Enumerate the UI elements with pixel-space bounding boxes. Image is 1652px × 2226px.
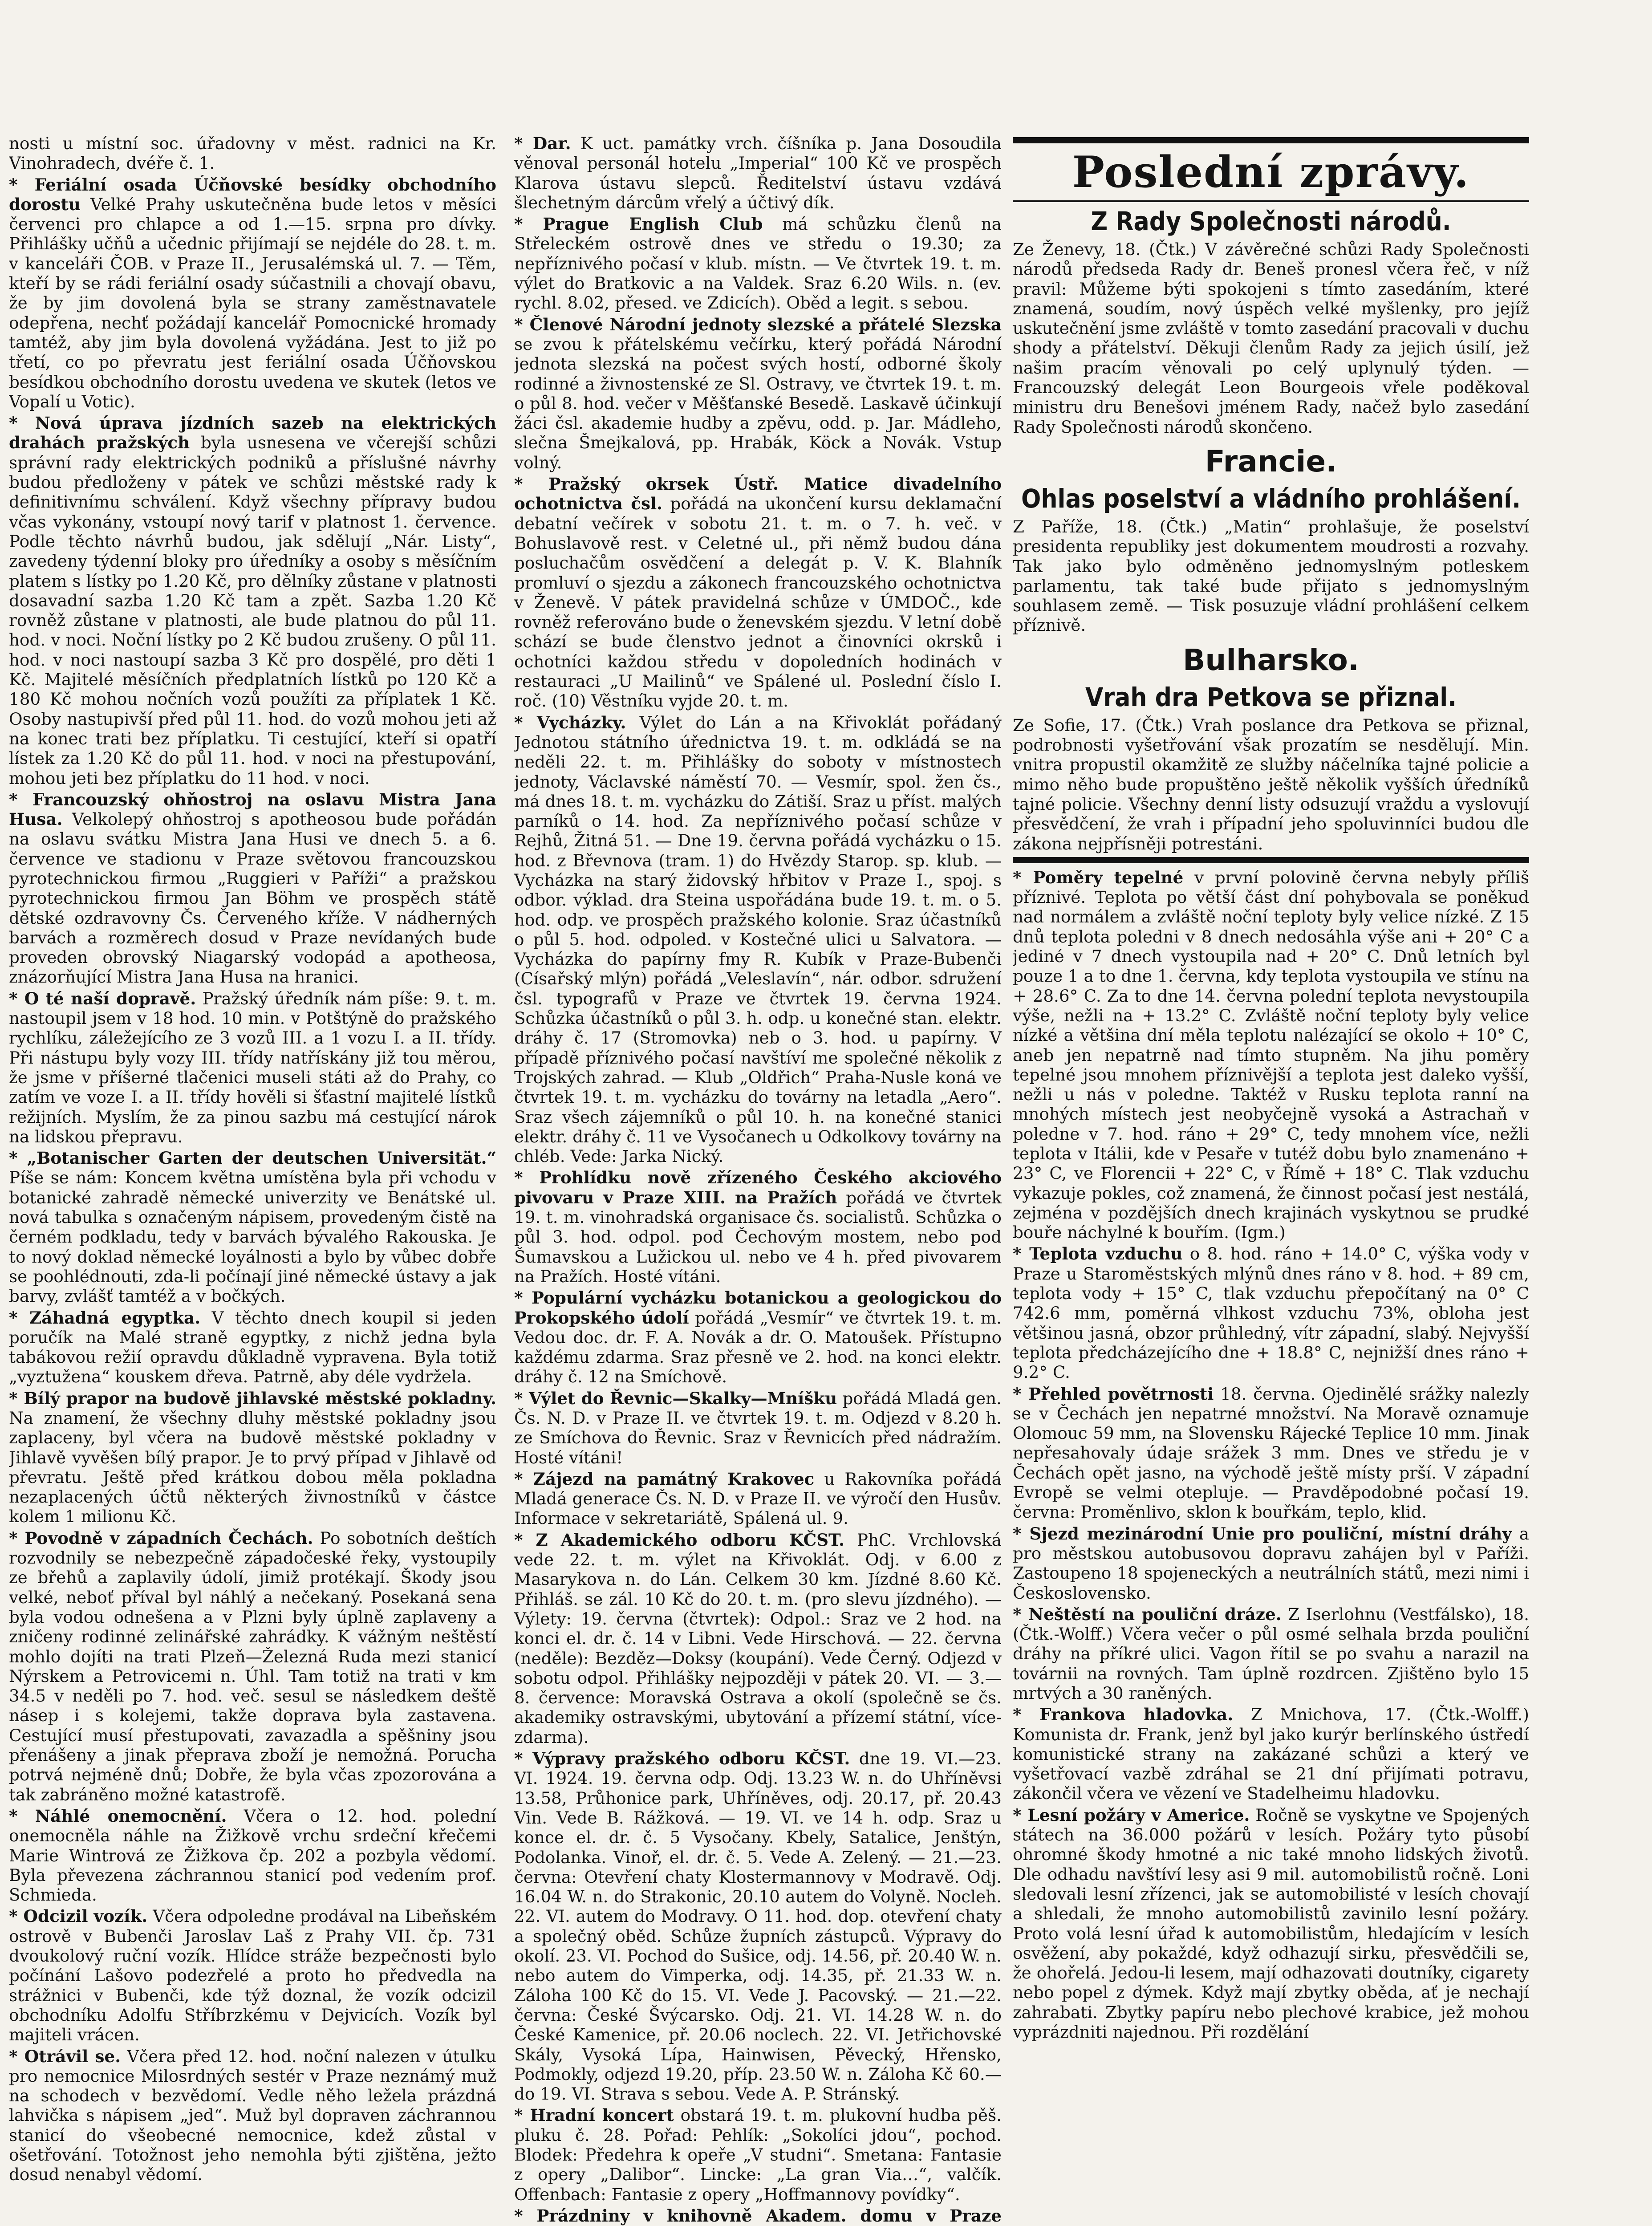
news-item-text: se zvou k přátelskému večírku, který pořádá Národní jednota slezská na počest svých hostí, odborné školy rodinné a živnostenské ze Sl. Ostravy, ve čtvrtek 19. t. m. o půl 8. hod. večer v Měšťanské Besedě. Laskavě účinkují žáci čsl. akademie hudby a zpěvu, odd. p. Jar. Mádleho, slečna Šmejkalová, pp. Hrabák, Köck a Novák. Vstup volný. xyxy=(514,334,1002,472)
news-item-heading: * Frankova hladovka. xyxy=(1013,1705,1233,1724)
news-item xyxy=(9,1308,496,1387)
news-item xyxy=(1013,1705,1529,1803)
news-item-text: v první polovině června nebyly příliš příznivé. Teplota po větší část dní pohybovala se poněkud nad normálem a zvláště noční teploty byly velice nízké. Z 15 dnů teplota poledni v 8 dnech nedosáhla výše ani + 20° C a jediné v 7 dnech vystoupila nad + 20° C. Dnů letních byl pouze 1 a to dne 1. června, kdy teplota vystoupila ve stínu na + 28.6° C. Za to dne 14. června polední teplota nevystoupila výše, nežli na + 13.2° C. Zvláště noční teploty byly velice nízké a většina dní měla teplotu nalézající se okolo + 10° C, aneb jen nepatrně nad tímto stupněm. Na jihu poměry tepelné jsou mnohem příznivější a teplota jest daleko vyšší, nežli u nás v poledne. Taktéž v Rusku teplota ranní na mnohých místech jest neobyčejně vysoká a Astrachaň v poledne v 7. hod. ráno + 29° C, tedy mnohem více, nežli teplota v Itálii, kde v Pesaře v tutéž dobu bylo znamenáno + 23° C, ve Florencii + 22° C, v Římě + 18° C. Tlak vzduchu vykazuje pokles, což znamená, že činnost počasí jest nestálá, zejména v pozdějších dnech krajinách vyskytnou se prudké bouře náchylné k bouřím. (Igm.) xyxy=(1013,867,1529,1243)
news-item-text: Ročně se vyskytne ve Spojených státech na 36.000 požárů v lesích. Požáry tyto působí ohromné škody hmotné a nic také mnoho lidských životů. Dle odhadu navštíví lesy asi 9 mil. automobilistů ročně. Loni sledovali lesní zřízenci, jak se automobilisté v lesích chovají a shledali, že mnoho automobilistů zavinilo lesní požáry. Proto volá lesní úřad k automobilistům, hledajícím v lesích osvěžení, aby pokaždé, když odhazují sirku, přesvědčili se, že ohořelá. Jedou-li lesem, mají odhazovati doutníky, cigarety nebo popel z dýmek. Když mají zbytky oběda, ať je nechají zahrabati. Zbytky papíru nebo plechové krabice, jež mohou vyprázdniti najednou. Při rozdělání xyxy=(1013,1805,1529,2042)
news-item xyxy=(9,134,496,173)
news-item-heading: * Teplota vzduchu xyxy=(1013,1244,1182,1263)
news-item-text: K uct. památky vrch. číšníka p. Jana Dosoudila věnoval personál hotelu „Imperial“ 100 Kč ve prospěch Klarova ústavu slepců. Ředitelství ústavu vzdává šlechetným dárcům vřelý a účtivý dík. xyxy=(514,134,1002,212)
news-item-heading: * Záhadná egyptka. xyxy=(9,1308,200,1328)
latest-news-body xyxy=(1013,206,1529,2042)
news-item-heading: * Francouzský ohňostroj na oslavu Mistra Jana Husa. xyxy=(9,790,496,829)
news-item-text: Z Mnichova, 17. (Čtk.-Wolff.) Komunista dr. Frank, jenž byl jako kurýr berlínského ústředí komunistické strany na zakázané schůzi a který ve vyšetřovací vazbě zdráhal se 21 dní přijímati potravu, zákončil včera ve vězení ve Stadelheimu hladovku. xyxy=(1013,1705,1529,1804)
news-item xyxy=(514,1530,1002,1747)
news-item xyxy=(514,134,1002,212)
news-item xyxy=(9,989,496,1146)
news-item-text: a pro městskou autobusovou dopravu zahájen byl v Paříži. Zastoupeno 18 spojeneckých a neutrálních států, mezi nimi i Československo. xyxy=(1013,1523,1529,1603)
news-item-text: PhC. Vrchlovská vede 22. t. m. výlet na Křivoklát. Odj. v 6.00 z Masarykova n. do Lán. Celkem 30 km. Jízdné 8.60 Kč. Přihláš. se zál. 10 Kč do 20. t. m. (pro slevu jízdného). — Výlety: 19. června (čtvrtek): Odpol.: Sraz ve 2 hod. na konci el. dr. č. 14 v Libni. Vede Hirschová. — 22. června (neděle): Bezděz—Doksy (koupání). Vede Černý. Odjezd v sobotu odpol. Přihlášky nejpozději v pátek 20. VI. — 3.—8. července: Moravská Ostrava a okolí (společně se čs. akademiky ostravskými, ubytování a přízemí státní, více-zdarma). xyxy=(514,1530,1002,1747)
news-item-text: Výlet do Lán a na Křivoklát pořádaný Jednotou státního úřednictva 19. t. m. odkládá se na neděli 22. t. m. Přihlášky do soboty v místnostech jednoty, Václavské náměstí 70. — Vesmír, spol. žen čs., má dnes 18. t. m. vycházku do Zátiší. Sraz u příst. malých parníků o 14. hod. Za nepříznivého počasí schůze v Rejhů, Žitná 51. — Dne 19. června pořádá vycházku o 15. hod. z Břevnova (tram. 1) do Hvězdy Starop. sp. klub. — Vycházka na starý židovský hřbitov v Praze I., spoj. s odbor. výklad. dra Steina uspořádána bude 19. t. m. o 5. hod. odp. ve prospěch pražského kolonie. Sraz účastníků o půl 5. hod. odpoled. v Kostečné ulici u Salvatora. — Vycházka do papírny fmy R. Kubík v Praze-Bubenči (Císařský mlýn) pořádá „Veleslavín“, nár. odbor. sdružení čsl. typografů v Praze ve čtvrtek 19. června 1924. Schůzka účastníků o půl 3. h. odp. u konečné stan. elektr. dráhy č. 17 (Stromovka) neb o 3. hod. u papírny. V případě příznivého počasí navštíví me společné několik z Trojských zahrad. — Klub „Oldřich“ Praha-Nusle koná ve čtvrtek 19. t. m. vycházku do továrny na letadla „Aero“. Sraz všech zájemníků o půl 10. h. na konečné stanici elektr. dráhy č. 11 ve Vysočanech u Odkolkovy továrny na chléb. Vede: Jarka Nický. xyxy=(514,712,1002,1166)
news-item-heading: * Výlet do Řevnic—Skalky—Mníšku xyxy=(514,1389,837,1408)
news-item-heading: * Neštěstí na pouliční dráze. xyxy=(1013,1605,1282,1624)
news-item-heading: * Lesní požáry v Americe. xyxy=(1013,1805,1250,1825)
news-item xyxy=(514,214,1002,313)
news-item xyxy=(514,315,1002,472)
news-item-text: Včera o 12. hod. polední onemocněla náhle na Žižkově vrchu srdeční křečemi Marie Wintrová ze Žižkova čp. 202 a pozbyla vědomí. Byla převezena záchrannou stanicí pod vedením prof. Schmieda. xyxy=(9,1806,496,1905)
news-item xyxy=(1013,1524,1529,1603)
country-heading: Bulharsko. xyxy=(1183,642,1359,677)
news-item-text: 18. června. Ojedinělé srážky nalezly se v Čechách jen nepatrné množství. Na Moravě oznamuje Olomouc 59 mm, na Slovensku Rájecké Teplice 10 mm. Jinak nepřesahovaly údaje srážek 3 mm. Dnes ve středu je v Čechách opět jasno, na východě ještě místy prší. V západní Evropě se velmi otepluje. — Pravděpodobné počasí 19. června: Proměnlivo, sklon k bouřkám, teplo, klid. xyxy=(1013,1384,1529,1522)
news-item-heading: * Náhlé onemocnění. xyxy=(9,1806,227,1826)
news-item xyxy=(9,1528,496,1804)
news-item-text: nosti u místní soc. úřadovny v měst. radnici na Kr. Vinohradech, dvéře č. 1. xyxy=(9,134,496,173)
section-banner-title: Poslední zprávy. xyxy=(1072,147,1470,197)
news-item xyxy=(1013,1384,1529,1522)
news-item-heading: * Odcizil vozík. xyxy=(9,1906,147,1926)
telegraph-report: Z Paříže, 18. (Čtk.) „Matin“ prohlašuje, že poselství presidenta republiky jest dokumentem moudrosti a rozvahy. Tak jako bylo odměněno jednomyslným potleskem parlamentu, tak také bude přijato s jednomyslným souhlasem země. — Tisk posuzuje vládní prohlášení celkem příznivě. xyxy=(1013,516,1529,635)
news-item-heading: * Prohlídku nově zřízeného Českého akciového pivovaru v Praze XIII. na Pražích xyxy=(514,1168,1002,1207)
news-item-heading: * Prázdniny v knihovně Akadem. domu v Praze xyxy=(514,2206,1002,2226)
banner-rule xyxy=(1013,200,1529,202)
top-rule xyxy=(1013,137,1529,143)
news-item xyxy=(9,1389,496,1527)
news-item xyxy=(514,2105,1002,2204)
news-item-heading: * Otrávil se. xyxy=(9,2047,121,2066)
news-item-heading: * Pražský okrsek Ústř. Matice divadelního ochotnictva čsl. xyxy=(514,474,1002,513)
news-item-text: byla usnesena ve včerejší schůzi správní rady elektrických podniků a příslušné návrhy budou předloženy v pátek ve schůzi městské rady k definitivnímu schválení. Když všechny přípravy budou včas vykonány, vstoupí nový tarif v platnost 1. července. Podle těchto návrhů budou, jak sdělují „Nár. Listy“, zavedeny týdenní bloky pro úředníky a osoby s měsíčním platem s lístky po 1.20 Kč, pro dělníky zůstane v platnosti dosavadní sazba 1.20 Kč tam a zpět. Sazba 1.20 Kč rovněž zůstane v platnosti, ale bude platnou do půl 11. hod. v noci. Noční lístky po 2 Kč budou zrušeny. O půl 11. hod. v noci nastoupí sazba 3 Kč pro dospělé, pro děti 1 Kč. Majitelé měsíčních předplatních lístků po 120 Kč a 180 Kč mohou nočních vozů použíti za příplatek 1 Kč. Osoby nastupivší před půl 11. hod. do vozů mohou jeti až na konec trati bez příplatku. Ti cestující, kteří si opatří lístek za 1.20 Kč do půl 11. hod. v noci na přestupování, mohou jeti bez příplatku do 11 hod. v noci. xyxy=(9,433,496,788)
news-item xyxy=(514,1469,1002,1528)
news-item-heading: * Nová úprava jízdních sazeb na elektrických drahách pražských xyxy=(9,413,496,452)
news-item xyxy=(9,413,496,788)
news-item-heading: * Bílý prapor na budově jihlavské městské pokladny. xyxy=(9,1389,496,1408)
news-item-heading: * Přehled povětrnosti xyxy=(1013,1384,1214,1404)
news-item-heading: * Sjezd mezinárodní Unie pro pouliční, místní dráhy xyxy=(1013,1524,1512,1544)
news-item-heading: * Členové Národní jednoty slezské a přátelé Slezska xyxy=(514,315,1002,334)
telegraph-report: Ze Sofie, 17. (Čtk.) Vrah poslance dra Petkova se přiznal, podrobnosti vyšetřování však prozatím se nesdělují. Min. vnitra propustil okamžitě ze služby náčelníka tajné policie a mimo něho bude propuštěno ještě několik vyšších úředníků tajné policie. Všechny denní listy odsuzují vraždu a vyslovují přesvědčení, že vrah i případní jeho spoluvinníci budou dle zákona nejpřísněji potrestáni. xyxy=(1013,715,1529,853)
news-item-text: V těchto dnech koupil si jeden poručík na Malé straně egyptky, z nichž jedna byla tabákovou režií opravdu důkladně vypravena. Byla totiž „vyztužena“ kouskem dřeva. Patrně, aby déle vydržela. xyxy=(9,1308,496,1387)
news-item xyxy=(514,1288,1002,1386)
news-item xyxy=(9,2047,496,2185)
news-item xyxy=(514,1389,1002,1467)
news-item-text: dne 19. VI.—23. VI. 1924. 19. června odp. Odj. 13.23 W. n. do Uhříněvsi 13.58, Průhonice park, Uhříněves, odj. 20.17, př. 20.43 Vin. Vede B. Rážková. — 19. VI. ve 14 h. odp. Sraz u konce el. dr. č. 5 Vysočany. Kbely, Satalice, Jenštýn, Podolanka. Vinoř, el. dr. č. 5. Vede A. Zelený. — 21.—23. června: Otevření chaty Klostermannovy v Modravě. Odj. 16.04 W. n. do Strakonic, 20.10 autem do Volyně. Nocleh. 22. VI. autem do Modravy. O 11. hod. dop. otevření chaty a společný oběd. Schůze župních zástupců. Výpravy do okolí. 23. VI. Pochod do Sušice, odj. 14.56, př. 20.40 W. n. nebo autem do Vimperka, odj. 14.35, př. 21.33 W. n. Záloha 100 Kč do 15. VI. Vede J. Pacovský. — 21.—22. června: České Švýcarsko. Odj. 21. VI. 14.28 W. n. do České Kamenice, př. 20.06 noclech. 22. VI. Jetřichovské Skály, Vysoká Lípa, Hainwisen, Pěvecký, Hřensko, Podmokly, odjezd 19.20, příp. 23.50 W. n. Záloha Kč 60.— do 19. VI. Strava s sebou. Vede A. P. Stránský. xyxy=(514,1749,1002,2104)
news-item xyxy=(514,1168,1002,1286)
news-item-text: u Rakovníka pořádá Mladá generace Čs. N. D. v Praze II. ve výročí den Husův. Informace v sekretariátě, Spálená ul. 9. xyxy=(514,1469,1002,1528)
news-item-text: pořádá ve čtvrtek 19. t. m. vinohradská organisace čs. socialistů. Schůzka o půl 3. hod. odpol. pod Čechovým mostem, nebo pod Šumavskou a Lužickou ul. nebo ve 4 h. před pivovarem na Pražích. Hosté vítáni. xyxy=(514,1187,1002,1286)
news-item xyxy=(9,1806,496,1905)
column-left xyxy=(9,134,496,2186)
news-item xyxy=(9,175,496,412)
news-subheading: Z Rady Společnosti národů. xyxy=(1091,206,1451,236)
news-item-text: Pražský úředník nám píše: 9. t. m. nastoupil jsem v 18 hod. 10 min. v Potštýně do pražského rychlíku, záležejícího ze 3 vozů III. a 1 vozu I. a II. třídy. Při nástupu byly vozy III. třídy natřískány již tou měrou, že jsme v příšerné tlačenici museli státi až do Prahy, co zatím ve voze I. a II. třídy hověli si šťastní majitelé lístků režijních. Myslím, že za pinou sazbu má cestující nárok na lidskou přepravu. xyxy=(9,988,496,1146)
news-item xyxy=(1013,1605,1529,1703)
column-middle xyxy=(514,134,1002,2226)
news-item-heading: * Zájezd na památný Krakovec xyxy=(514,1469,814,1489)
telegraph-report: Ze Ženevy, 18. (Čtk.) V závěrečné schůzi Rady Společnosti národů předseda Rady dr. Beneš pronesl včera řeč, v níž pravil: Můžeme býti spokojeni s tímto zasedáním, které znamená, soudím, nový úspěch velké myšlenky, pro jejíž uskutečnění jsme zvláště v tomto zasedání pracovali v duchu shody a přátelství. Děkuji členům Rady za jejich úsilí, jež našim pracím věnovali po celý uplynulý týden. — Francouzský delegát Leon Bourgeois vřele poděkoval ministru dru Benešovi jménem Rady, načež bylo zasedání Rady Společnosti národů skončeno. xyxy=(1013,240,1529,437)
news-item xyxy=(514,1749,1002,2104)
news-item xyxy=(1013,1805,1529,2042)
news-item-heading: * Hradní koncert xyxy=(514,2105,674,2125)
news-item xyxy=(9,1906,496,2044)
news-item-text: Včera odpoledne prodával na Libeňském ostrově v Bubenči Jaroslav Laš z Prahy VII. čp. 731 dvoukolový ruční vozík. Hlídce stráže bezpečnosti bylo počínání Lašovo podezřelé a proto ho předvedla na strážnici v Bubenči, kde týž doznal, že vozík odcizil obchodníku Adolfu Stříbrzkému v Dejvicích. Vozík byl majiteli vrácen. xyxy=(9,1906,496,2045)
news-item-heading: * „Botanischer Garten der deutschen Universität.“ xyxy=(9,1148,496,1168)
news-item-text: Velké Prahy uskutečněna bude letos v měsíci červenci pro chlapce a od 1.—15. srpna pro dívky. Přihlášky učňů a učednic přijímají se nejdéle do 28. t. m. v kanceláři ČOB. v Praze II., Jerusalémská ul. 7. — Těm, kteří by se rádi feriální osady súčastnili a chovají obavu, že by jim dovolená byla se strany zaměstnavatele odepřena, nechť požádají kancelář Pomocnické hromady tamtéž, aby jim byla dovolená vyžádána. Jest to již po třetí, co po převratu jest feriální osada Účňovskou besídkou obchodního dorostu uvedena ve skutek (letos ve Vopalí u Votic). xyxy=(9,194,496,411)
column-right xyxy=(1013,134,1529,2043)
news-item-heading: * Z Akademického odboru KČST. xyxy=(514,1530,844,1550)
news-item xyxy=(514,713,1002,1166)
news-item-text: Na znamení, že všechny dluhy městské pokladny jsou zaplaceny, byl včera na budově městské pokladny v Jihlavě vyvěšen bílý prapor. Je to prvý případ v Jihlavě od převratu. Ještě před krátkou dobou měla pokladna nezaplacených účtů některých živnostníků v částce kolem 1 milionu Kč. xyxy=(9,1408,496,1527)
news-item-heading: * Prague English Club xyxy=(514,214,763,234)
news-item-text: Z Iserlohnu (Vestfálsko), 18. (Čtk.-Wolff.) Včera večer o půl osmé selhala brzda pouliční dráhy na příkré ulici. Vagon řítil se po svahu a narazil na továrnii na rovných. Tam úplně rozdrcen. Zjištěno bylo 15 mrtvých a 30 raněných. xyxy=(1013,1604,1529,1703)
news-subheading: Vrah dra Petkova se přiznal. xyxy=(1085,682,1457,712)
country-heading: Francie. xyxy=(1205,444,1337,479)
news-item xyxy=(1013,868,1529,1243)
section-divider xyxy=(1013,857,1529,863)
news-item-text: Velkolepý ohňostroj s apotheosou bude pořádán na oslavu svátku Mistra Jana Husi ve dnech 5. a 6. července ve stadionu v Praze světovou francouzskou pyrotechnickou firmou „Ruggieri v Paříži“ a pražskou pyrotechnickou firmou Jan Böhm ve prospěch státě dětské ozdravovny Čs. Červeného kříže. V nádherných barvách a rozměrech dosud v Praze nevídaných bude proveden obrovský Niagarský vodopád a apotheosa, znázorňující Mistra Jana Husa na hranici. xyxy=(9,809,496,987)
news-item-text: o 8. hod. ráno + 14.0° C, výška vody v Praze u Staroměstských mlýnů dnes ráno v 8. hod. + 89 cm, teplota vody + 15° C, tlak vzduchu přepočítaný na 0° C 742.6 mm, poměrná vlhkost vzduchu 73%, obloha jest většinou jasná, obzor průhledný, vítr západní, slabý. Nejvyšší teplota předcházejícího dne + 18.8° C, nejnižší dnes ráno + 9.2° C. xyxy=(1013,1244,1529,1382)
news-item-text: Po sobotních deštích rozvodnily se nebezpečně západočeské řeky, vystoupily ze břehů a zaplavily údolí, jimiž protékají. Škody jsou velké, neboť příval byl náhlý a nečekaný. Posekaná sena byla vodou odnešena a v Plzni byly úplně zaplaveny a zničeny rodinné zelinářské zahrádky. K vážným neštěstí mohlo dojíti na trati Plzeň—Železná Ruda mezi stanicí Nýrskem a Petrovicemi n. Úhl. Tam totiž na trati v km 34.5 v neděli po 7. hod. več. sesul se následkem deště násep i s kolejemi, takže doprava byla zastavena. Cestující musí přestupovati, zavazadla a spěšniny jsou přenášeny a jinak přeprava zboží je nemožná. Porucha potrvá nejméně dnů; Dobře, že byla včas zpozorována a tak zabráněno možné katastrofě. xyxy=(9,1528,496,1804)
news-item-heading: * Poměry tepelné xyxy=(1013,868,1183,887)
news-item-text: obstará 19. t. m. plukovní hudba pěš. pluku č. 28. Pořad: Pehlík: „Sokolíci jdou“, pochod. Blodek: Předehra k opeře „V studni“. Smetana: Fantasie z opery „Dalibor“. Lincke: „La gran Via…“, valčík. Offenbach: Fantasie z opery „Hoffmannovy povídky“. xyxy=(514,2105,1002,2204)
news-item-text: pořádá na ukončení kursu deklamační debatní večírek v sobotu 21. t. m. o 7. h. več. v Bohuslavově rest. v Celetné ul., při němž budou dána posluchačům osvědčení a delegát p. V. K. Blahník promluví o sjezdu a zákonech francouzského ochotnictva v Ženevě. V pátek pravidelná schůze v ÚMDOČ., kde rovněž referováno bude o ženevském sjezdu. V letní době schází se bude členstvo jednot a činovníci okrsků i ochotníci každou středu v dopoledních hodinách v restauraci „U Mailinů“ ve Spálené ul. Poslední číslo I. roč. (10) Věstníku vyjde 20. t. m. xyxy=(514,494,1002,711)
news-item-text: Včera před 12. hod. noční nalezen v útulku pro nemocnice Milosrdných sestér v Praze neznámý muž na schodech v bezvědomí. Vedle něho ležela prázdná lahvička s nápisem „jed“. Muž byl dopraven záchrannou stanicí do všeobecné nemocnice, kdež zůstal v ošetřování. Totožnost jeho nemohla býti zjištěna, ježto dosud nenabyl vědomí. xyxy=(9,2046,496,2185)
news-item xyxy=(9,1148,496,1306)
news-item-text: pořádá Mladá gen. Čs. N. D. v Praze II. ve čtvrtek 19. t. m. Odjezd v 8.20 h. ze Smíchova do Řevnic. Sraz v Řevnicích před nádražím. Hosté vítáni! xyxy=(514,1388,1002,1467)
news-item-text: pořádá „Vesmír“ ve čtvrtek 19. t. m. Vedou doc. dr. F. A. Novák a dr. O. Matoušek. Přístupno každému zdarma. Sraz přesně ve 2. hod. na konci elektr. dráhy č. 12 na Smíchově. xyxy=(514,1308,1002,1387)
news-subheading: Ohlas poselství a vládního prohlášení. xyxy=(1021,483,1521,514)
news-item xyxy=(1013,1244,1529,1382)
news-item-text: má schůzku členů na Střeleckém ostrově dnes ve středu o 19.30; za nepříznivého počasí v klub. místn. — Ve čtvrtek 19. t. m. výlet do Bratkovic a na Valdek. Sraz 6.20 Wils. n. (ev. rychl. 8.02, přesed. ve Zdicích). Oběd a legit. s sebou. xyxy=(514,214,1002,313)
news-item-heading: * Vycházky. xyxy=(514,713,626,732)
news-item-heading: * O té naší dopravě. xyxy=(9,989,196,1008)
news-item xyxy=(514,2206,1002,2226)
news-item-heading: * Dar. xyxy=(514,134,571,153)
news-item-heading: * Feriální osada Účňovské besídky obchodního dorostu xyxy=(9,175,496,214)
news-item-text: Píše se nám: Koncem května umístěna byla při vchodu v botanické zahradě německé univerzity ve Benátské ul. nová tabulka s označeným nápisem, provedeným čistě na černém podkladu, tedy v barvách bývalého Rakouska. Je to nový doklad německé loyálnosti a bylo by vůbec dobře se poohlédnouti, zda-li počínají jiné německé ústavy a jak barvy, zvlášť tamtéž a v bočkých. xyxy=(9,1168,496,1306)
news-item-heading: * Populární vycházku botanickou a geologickou do Prokopského údolí xyxy=(514,1288,1002,1327)
news-item xyxy=(514,474,1002,711)
news-item xyxy=(9,790,496,987)
news-item-heading: * Povodně v západních Čechách. xyxy=(9,1528,313,1548)
news-item-heading: * Výpravy pražského odboru KČST. xyxy=(514,1749,850,1768)
